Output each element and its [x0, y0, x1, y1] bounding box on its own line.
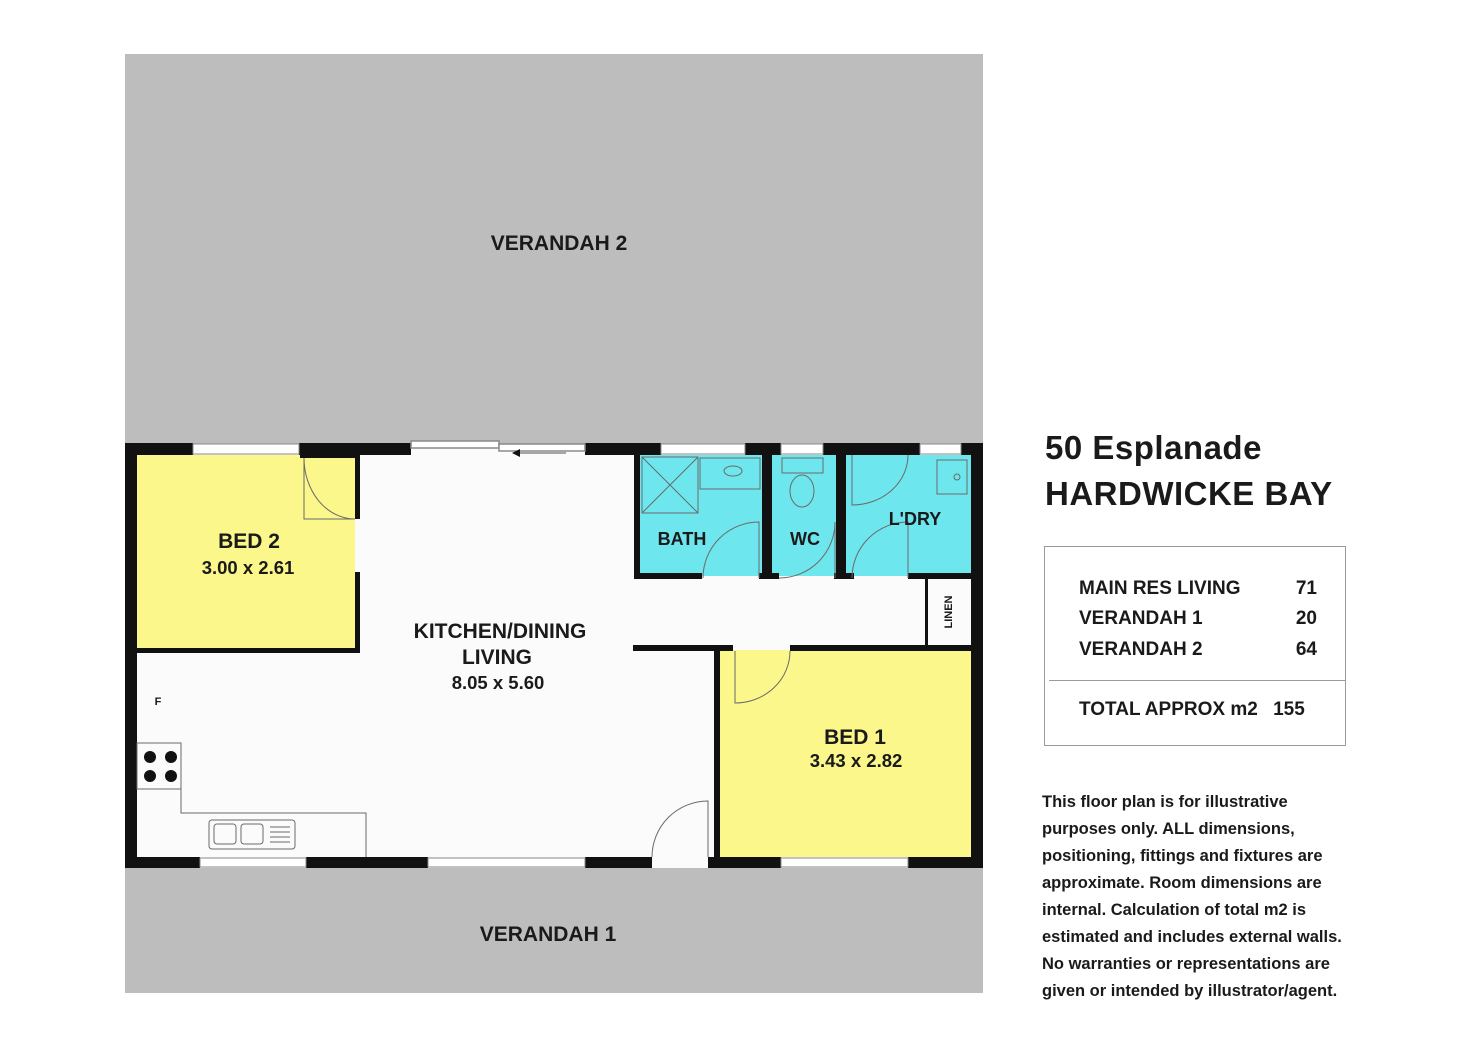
verandah-2-label: VERANDAH 2 [490, 232, 628, 255]
fridge-label: F [154, 696, 162, 708]
area-divider [1049, 680, 1345, 681]
area-schedule [1044, 546, 1346, 746]
area-value: 20 [1295, 608, 1317, 629]
kitchen-dimensions: 8.05 x 5.60 [451, 672, 545, 693]
total-label: TOTAL APPROX m2 [1079, 699, 1258, 720]
bath-label: BATH [657, 529, 707, 549]
bed-2-label: BED 2 [218, 530, 280, 553]
area-value: 71 [1295, 578, 1317, 599]
disclaimer-line: given or intended by illustrator/agent. [1042, 982, 1338, 1000]
address-line-1: 50 Esplanade [1045, 429, 1262, 466]
disclaimer-line: purposes only. ALL dimensions, [1042, 820, 1295, 838]
disclaimer [1042, 789, 1372, 1005]
laundry-label: L'DRY [888, 509, 942, 529]
area-label: VERANDAH 2 [1079, 639, 1203, 660]
total-value: 155 [1273, 699, 1305, 720]
disclaimer-line: approximate. Room dimensions are [1042, 874, 1322, 892]
area-label: VERANDAH 1 [1079, 608, 1203, 629]
disclaimer-line: estimated and includes external walls. [1042, 928, 1342, 946]
address-line-2: HARDWICKE BAY [1045, 475, 1333, 512]
linen-label: LINEN [943, 595, 955, 629]
area-value: 64 [1295, 639, 1317, 660]
disclaimer-line: No warranties or representations are [1042, 955, 1330, 973]
disclaimer-line: positioning, fittings and fixtures are [1042, 847, 1323, 865]
property-address [1045, 425, 1333, 517]
area-total [1079, 699, 1305, 721]
area-label: MAIN RES LIVING [1079, 578, 1241, 599]
kitchen-label-line1: KITCHEN/DINING [413, 620, 587, 643]
disclaimer-line: internal. Calculation of total m2 is [1042, 901, 1307, 919]
kitchen-label-line2: LIVING [461, 646, 533, 669]
wc-label: WC [790, 529, 820, 549]
bed-1-label: BED 1 [824, 726, 886, 749]
bed-1-dimensions: 3.43 x 2.82 [809, 750, 903, 771]
bed-2-dimensions: 3.00 x 2.61 [201, 557, 295, 578]
disclaimer-line: This floor plan is for illustrative [1042, 793, 1288, 811]
verandah-1-label: VERANDAH 1 [479, 923, 617, 946]
